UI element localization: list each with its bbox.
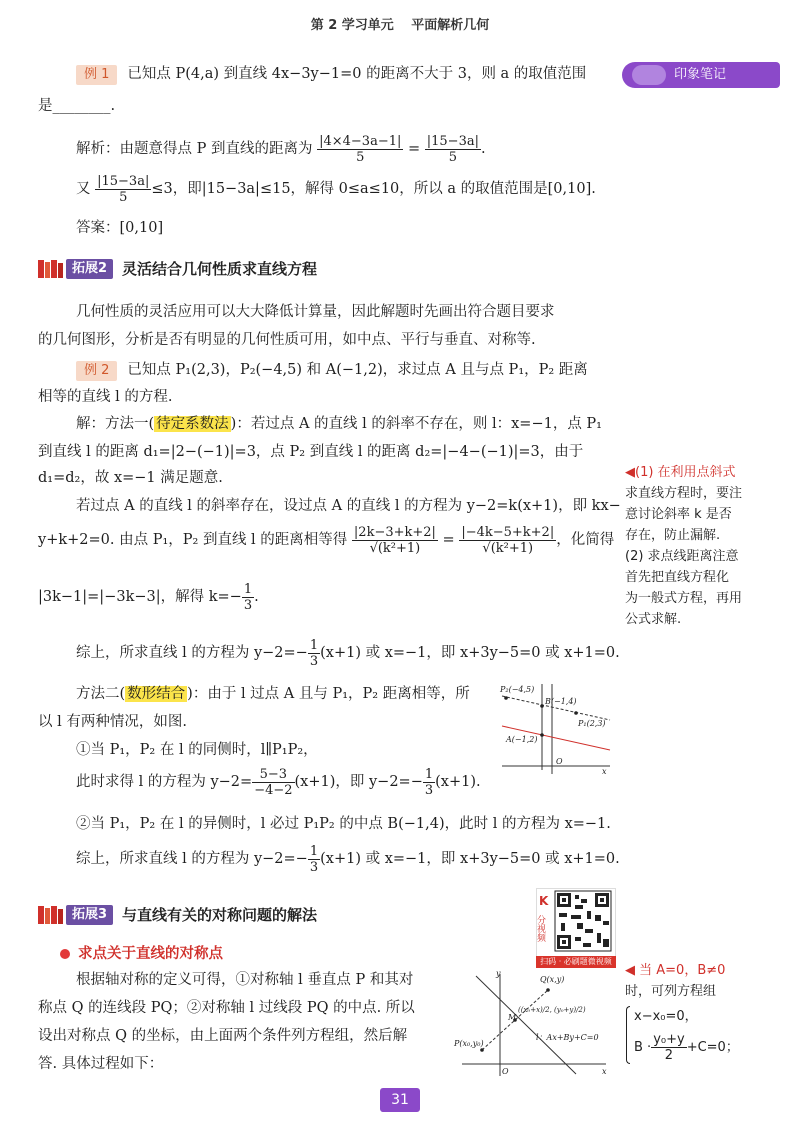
books-icon (38, 906, 64, 924)
fraction: $\frac{|15-3a|}{5}$ (426, 133, 479, 165)
section-heading-ext2 (38, 256, 438, 282)
point-p2 (504, 696, 508, 700)
qr-code[interactable] (536, 888, 616, 964)
label-a: A(−1,2) (506, 735, 538, 744)
point-a (540, 733, 544, 737)
method2-line4: 此时求得 l 的方程为 y−2= $\frac{5-3}{-4-2}$ (x+1)，即 y−2=− $\frac{1}{3}$ (x+1). (76, 766, 481, 798)
figure-point1 (452, 968, 612, 1080)
highlight: 待定系数法 (156, 416, 229, 432)
figure-method2 (498, 680, 616, 776)
method1-line3: d₁=d₂，故 x=−1 满足题意. (38, 470, 223, 486)
fraction: $\frac{1}{3}$ (424, 766, 434, 798)
label-o: O (502, 1067, 509, 1076)
qr-label: 扫码 · 必刷题微视频 (536, 956, 616, 968)
point-p (480, 1048, 484, 1052)
ext2-badge: 拓展2 (66, 259, 113, 279)
ext2-intro-line1: 几何性质的灵活应用可以大大降低计算量，因此解题时先画出符合题目要求 (76, 304, 555, 320)
example1-question-line2: 是________. (38, 98, 116, 114)
fraction: $\frac{1}{3}$ (309, 637, 319, 669)
example1-tag: 例 1 (76, 65, 117, 85)
label-p2: P₂(−4,5) (500, 685, 535, 694)
point-q (546, 988, 550, 992)
example1-answer: 答案：[0,10] (76, 220, 164, 236)
qr-k-logo: K (539, 894, 549, 908)
fraction: $\frac{1}{3}$ (243, 581, 253, 613)
fraction: $\frac{1}{3}$ (309, 843, 319, 875)
label-m: M (508, 1013, 517, 1022)
method2-conclusion: 综上，所求直线 l 的方程为 y−2=− $\frac{1}{3}$ (x+1) 或 x=−1，即 x+3y−5=0 或 x+1=0. (76, 843, 620, 875)
method1-line6: |3k−1|=|−3k−3|，解得 k=− $\frac{1}{3}$ . (38, 581, 259, 613)
side-note-2-eq2: B · $\frac{\text{y₀+y}}{2}$ +C=0； (634, 1032, 739, 1063)
point-p1 (574, 711, 578, 715)
fraction: $\frac{|2k-3+k+2|}{\text{√(k²+1)}}$ (353, 524, 436, 556)
books-icon (38, 260, 64, 278)
side-note-1: ◀(1) 在利用点斜式 求直线方程时，要注 意讨论斜率 k 是否 存在，防止漏解. (2) 求点线距离注意 首先把直线方程化 为一般式方程，再用 公式求解. (625, 465, 743, 627)
qr-code-image (537, 889, 615, 955)
point-b (540, 704, 544, 708)
highlight: 数形结合 (127, 686, 186, 702)
ext3-badge: 拓展3 (66, 905, 113, 925)
example2-question-line1: 例 2 已知点 P₁(2,3)，P₂(−4,5) 和 A(−1,2)，求过点 A 且与点 P₁，P₂ 距离 (76, 360, 588, 381)
example1-question-line1: 例 1 已知点 P(4,a) 到直线 4x−3y−1=0 的距离不大于 3，则 a 的取值范围 (76, 64, 586, 85)
ext2-intro-line2: 的几何图形，分析是否有明显的几何性质可用，如中点、平行与垂直、对称等. (38, 332, 536, 348)
method1-line1: 解：方法一( 待定系数法 )：若过点 A 的直线 l 的斜率不存在，则 l：x=−1，点 P₁ (76, 416, 602, 432)
section-heading-ext3 (38, 902, 478, 928)
bullet-icon (60, 949, 70, 959)
point1-line3: 设出对称点 Q 的坐标，由上面两个条件列方程组，然后解 (38, 1028, 408, 1044)
label-x: x (602, 1067, 607, 1076)
label-m-coord: ((x₀+x)/2, (y₀+y)/2) (518, 1006, 586, 1014)
point1-line1: 根据轴对称的定义可得，①对称轴 l 垂直点 P 和其对 (76, 972, 414, 988)
method2-line2: 以 l 有两种情况，如图. (38, 714, 187, 730)
label-b: B(−1,4) (545, 697, 577, 706)
method1-line5: y+k+2=0. 由点 P₁，P₂ 到直线 l 的距离相等得 $\frac{|2k-3+k+2|}{\text{√(k²+1)}}$ = $\frac{|-4k-5+k+2|}{\text{√(k²+1)}}$ ，化简得 (38, 524, 615, 556)
notes-badge-label: 印象笔记 (674, 67, 727, 82)
fraction: $\frac{\text{y₀+y}}{2}$ (653, 1032, 685, 1063)
method1-line4: 若过点 A 的直线 l 的斜率存在，设过点 A 的直线 l 的方程为 y−2=k(x+1)，即 kx− (76, 498, 621, 514)
example2-question-line2: 相等的直线 l 的方程. (38, 389, 173, 405)
method2-line1: 方法二( 数形结合 )：由于 l 过点 A 且与 P₁，P₂ 距离相等，所 (76, 686, 470, 702)
elephant-icon (632, 65, 666, 85)
point1-line2: 称点 Q 的连线段 PQ；②对称轴 l 过线段 PQ 的中点. 所以 (38, 1000, 415, 1016)
page-header: 第 2 学习单元 平面解析几何 (310, 18, 490, 33)
qr-side-label: 分视频 (535, 915, 545, 942)
label-o: O (556, 757, 563, 766)
method1-line2: 到直线 l 的距离 d₁=|2−(−1)|=3，点 P₂ 到直线 l 的距离 d₂=|−4−(−1)|=3，由于 (38, 444, 584, 460)
label-q: Q(x,y) (540, 975, 565, 984)
point1-line4: 答. 具体过程如下： (38, 1056, 164, 1072)
side-note-2-eq1: x−x₀=0， (634, 1009, 698, 1024)
page-number: 31 (380, 1088, 420, 1112)
line-l (476, 976, 576, 1074)
notes-badge (622, 62, 780, 88)
method2-line5: ②当 P₁，P₂ 在 l 的异侧时，l 必过 P₁P₂ 的中点 B(−1,4)，此时 l 的方程为 x=−1. (76, 816, 611, 832)
example1-solution-line1: 解析：由题意得点 P 到直线的距离为 $\frac{|4\times 4-3a-1|}{5}$ = $\frac{|15-3a|}{5}$ . (76, 133, 486, 165)
method1-conclusion: 综上，所求直线 l 的方程为 y−2=− $\frac{1}{3}$ (x+1) 或 x=−1，即 x+3y−5=0 或 x+1=0. (76, 637, 620, 669)
label-y: y (496, 969, 501, 978)
label-x: x (602, 767, 607, 776)
example2-tag: 例 2 (76, 361, 117, 381)
ext3-title: 与直线有关的对称问题的解法 (122, 906, 318, 924)
equation-brace (626, 1006, 630, 1064)
method2-line3: ①当 P₁，P₂ 在 l 的同侧时，l∥P₁P₂， (76, 742, 318, 758)
fraction: $\frac{|15-3a|}{5}$ (97, 173, 150, 205)
label-l: l：Ax+By+C=0 (536, 1033, 599, 1042)
ext2-title: 灵活结合几何性质求直线方程 (122, 260, 318, 278)
fraction: $\frac{|4\times 4-3a-1|}{5}$ (319, 133, 402, 165)
example1-solution-line2: 又 $\frac{|15-3a|}{5}$ ≤3，即|15−3a|≤15，解得 0≤a≤10，所以 a 的取值范围是[0,10]. (76, 173, 596, 205)
fraction: $\frac{5-3}{-4-2}$ (254, 766, 293, 798)
label-p1: P₁(2,3) (578, 719, 606, 728)
label-p: P(x₀,y₀) (454, 1039, 484, 1048)
fraction: $\frac{|-4k-5+k+2|}{\text{√(k²+1)}}$ (461, 524, 555, 556)
side-note-2: ◀ 当 A=0，B≠0 时，可列方程组 (625, 963, 726, 999)
subpoint-title: 求点关于直线的对称点 (60, 942, 223, 963)
